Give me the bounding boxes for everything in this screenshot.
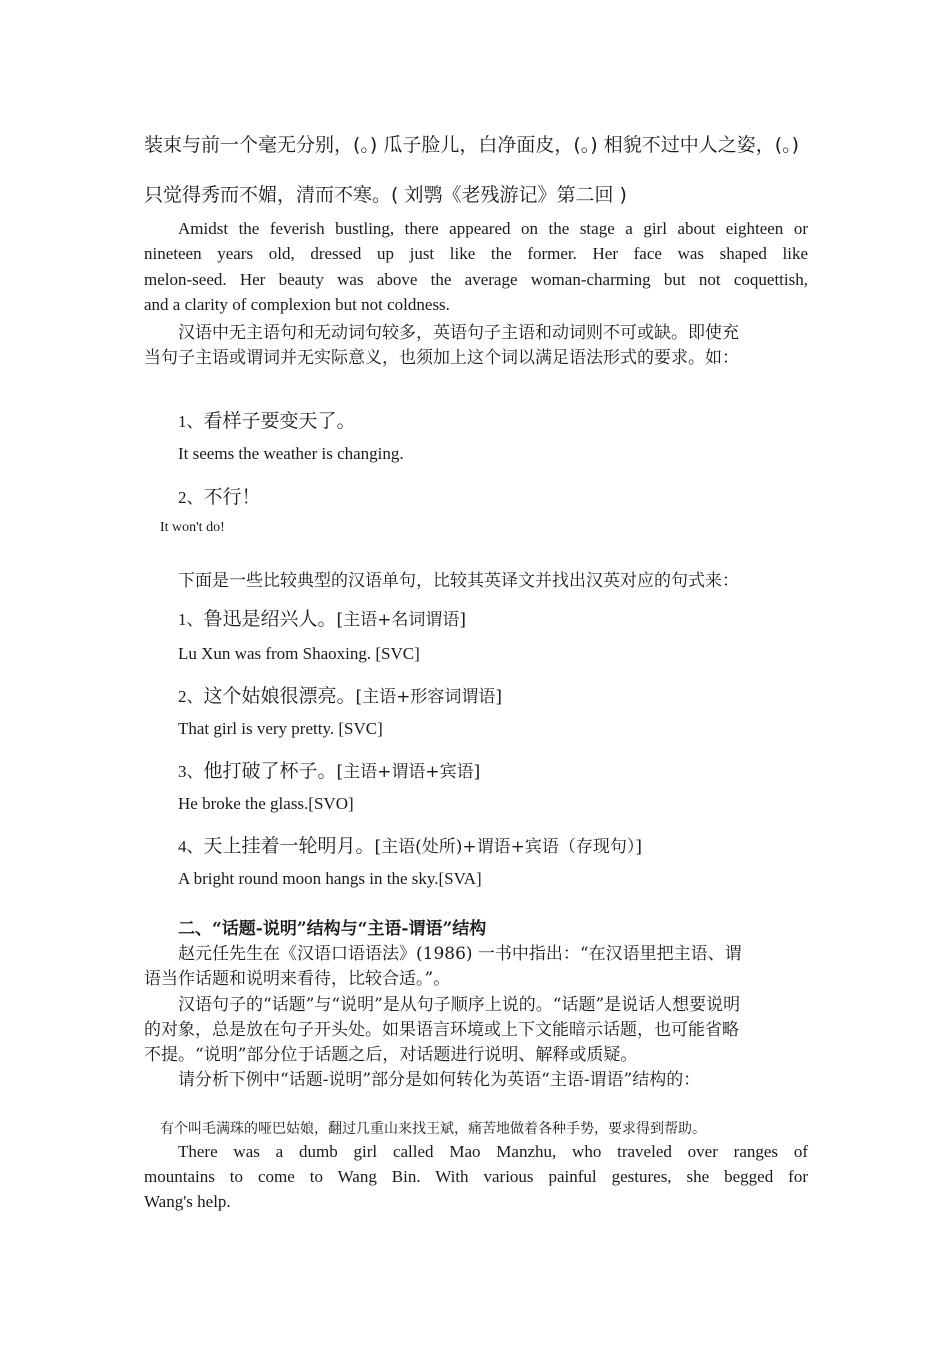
intro-line-2: 只觉得秀而不媚，清而不寒。( 刘鹗《老残游记》第二回 ) bbox=[144, 184, 627, 206]
translation-line-2: nineteen years old, dressed up just like the former. Her face was shaped like bbox=[144, 244, 808, 263]
intro-line-1: 装束与前一个毫无分别，(。) 瓜子脸儿，白净面皮，(。) 相貌不过中人之姿，(。) bbox=[144, 134, 800, 156]
translation-line-3: melon-seed. Her beauty was above the average woman-charming but not coquettish, bbox=[144, 270, 808, 289]
example-a-2 bbox=[178, 482, 261, 509]
section-2-p1-line-1: 赵元任先生在《汉语口语语法》(1986) 一书中指出：“在汉语里把主语、谓 bbox=[178, 944, 742, 964]
example-chinese: 不行！ bbox=[203, 486, 261, 508]
note-line-1: 汉语中无主语句和无动词句较多，英语句子主语和动词则不可或缺。即使充 bbox=[178, 323, 739, 343]
example-chinese: 他打破了杯子。 bbox=[203, 760, 337, 782]
example-number: 1、 bbox=[178, 412, 204, 431]
section-2-example-chinese: 有个叫毛满珠的哑巴姑娘，翻过几重山来找王斌，痛苦地做着各种手势，要求得到帮助。 bbox=[160, 1121, 706, 1137]
example-a-1 bbox=[178, 406, 356, 433]
example-b-4-english: A bright round moon hangs in the sky.[SVA] bbox=[178, 869, 482, 888]
example-chinese: 鲁迅是绍兴人。 bbox=[203, 608, 337, 630]
example-number: 1、 bbox=[178, 610, 204, 629]
example-number: 4、 bbox=[178, 837, 204, 856]
section-2-heading: 二、“话题-说明”结构与“主语-谓语”结构 bbox=[178, 919, 487, 939]
section-2-p3: 请分析下例中“话题-说明”部分是如何转化为英语“主语-谓语”结构的： bbox=[178, 1070, 701, 1090]
section-2-example-english-2: mountains to come to Wang Bin. With various painful gestures, she begged for bbox=[144, 1167, 808, 1186]
example-b-2 bbox=[178, 681, 502, 708]
section-2-example-english-1: There was a dumb girl called Mao Manzhu, who traveled over ranges of bbox=[178, 1142, 808, 1161]
example-pattern: [主语+名词谓语] bbox=[336, 610, 467, 630]
example-b-1 bbox=[178, 604, 466, 631]
example-number: 2、 bbox=[178, 687, 204, 706]
example-pattern: [主语+谓语+宾语] bbox=[336, 762, 481, 782]
section-2-example-english-3: Wang's help. bbox=[144, 1192, 231, 1211]
example-b-2-english: That girl is very pretty. [SVC] bbox=[178, 719, 383, 738]
example-chinese: 天上挂着一轮明月。 bbox=[203, 835, 375, 857]
example-b-4 bbox=[178, 831, 642, 858]
example-pattern: [主语+形容词谓语] bbox=[355, 687, 503, 707]
example-number: 2、 bbox=[178, 488, 204, 507]
example-b-1-english: Lu Xun was from Shaoxing. [SVC] bbox=[178, 644, 420, 663]
translation-line-1: Amidst the feverish bustling, there appeared on the stage a girl about eighteen or bbox=[178, 219, 808, 238]
example-a-2-english: It won't do! bbox=[160, 520, 225, 535]
example-b-3 bbox=[178, 756, 480, 783]
example-chinese: 这个姑娘很漂亮。 bbox=[203, 685, 356, 707]
example-pattern: [主语(处所)+谓语+宾语（存现句）] bbox=[374, 837, 643, 857]
note-line-2: 当句子主语或谓词并无实际意义，也须加上这个词以满足语法形式的要求。如： bbox=[144, 348, 739, 368]
example-a-1-english: It seems the weather is changing. bbox=[178, 444, 404, 463]
translation-line-4: and a clarity of complexion but not coldness. bbox=[144, 295, 450, 314]
example-b-3-english: He broke the glass.[SVO] bbox=[178, 794, 354, 813]
lead-sentence: 下面是一些比较典型的汉语单句，比较其英译文并找出汉英对应的句式来： bbox=[178, 571, 739, 591]
example-number: 3、 bbox=[178, 762, 204, 781]
example-chinese: 看样子要变天了。 bbox=[203, 410, 356, 432]
section-2-p2-line-2: 的对象，总是放在句子开头处。如果语言环境或上下文能暗示话题，也可能省略 bbox=[144, 1020, 739, 1040]
section-2-p2-line-3: 不提。“说明”部分位于话题之后，对话题进行说明、解释或质疑。 bbox=[144, 1045, 638, 1065]
section-2-p2-line-1: 汉语句子的“话题”与“说明”是从句子顺序上说的。“话题”是说话人想要说明 bbox=[178, 995, 741, 1015]
section-2-p1-line-2: 语当作话题和说明来看待，比较合适。”。 bbox=[144, 969, 451, 989]
